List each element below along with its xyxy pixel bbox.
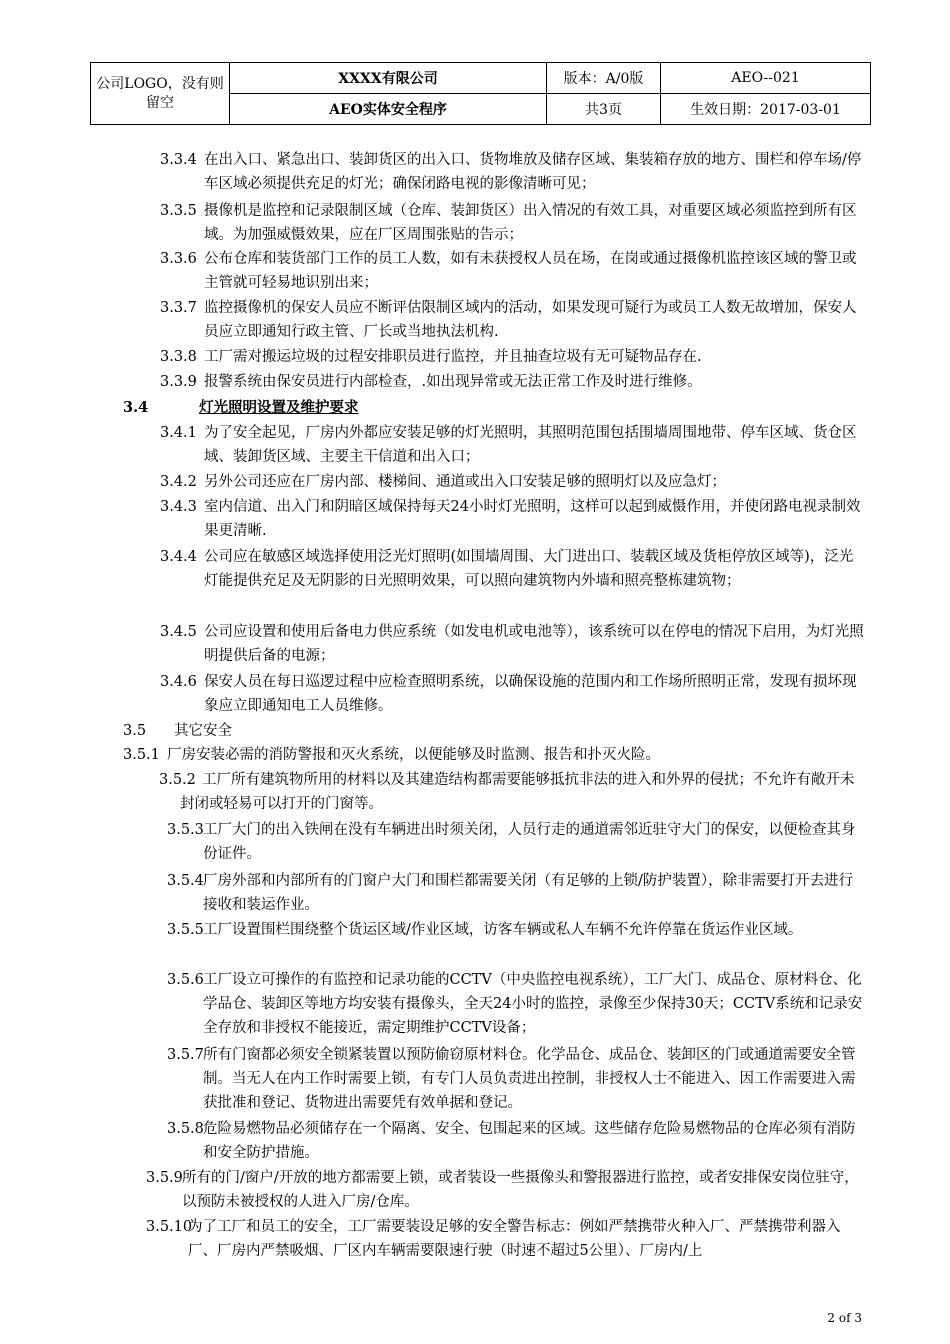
clause-3-4-2 — [0, 470, 950, 494]
clause-text: 工厂设置围栏围绕整个货运区域/作业区域，访客车辆或私人车辆不允许停靠在货运作业区域。 — [203, 922, 803, 938]
clause-3-4-5 — [0, 620, 950, 670]
clause-number: 3.5.2 — [159, 772, 196, 788]
clause-text: 为了安全起见，厂房内外都应安装足够的灯光照明，其照明范围包括围墙周围地带、停车区域、货仓区域、装卸货区域、主要主干信道和出入口； — [204, 425, 857, 465]
clause-number: 3.5.3 — [167, 822, 204, 838]
effective-date-cell: 生效日期：2017-03-01 — [661, 94, 871, 125]
section-3-4-heading — [0, 396, 950, 420]
clause-text: 公司应在敏感区域选择使用泛光灯照明(如围墙周围、大门进出口、装载区域及货柜停放区域等)，泛光灯能提供充足及无阴影的日光照明效果，可以照向建筑物内外墙和照亮整栋建筑物； — [204, 549, 854, 589]
clause-number: 3.5.6 — [167, 972, 204, 988]
clause-number: 3.3.8 — [160, 349, 197, 365]
clause-number: 3.4.2 — [160, 474, 197, 490]
clause-text: 工厂设立可操作的有监控和记录功能的CCTV（中央监控电视系统），工厂大门、成品仓、原材料仓、化学品仓、装卸区等地方均安装有摄像头，全天24小时的监控，录像至少保持30天；CCTV系统和记录安全存放和非授权不能接近，需定期维护CCTV设备； — [203, 972, 863, 1036]
clause-number: 3.3.4 — [160, 152, 197, 168]
clause-3-4-4 — [0, 545, 950, 619]
section-3-5-heading — [0, 719, 950, 743]
clause-number: 3.3.9 — [160, 374, 197, 390]
clause-3-3-9 — [0, 370, 950, 394]
clause-3-5-4 — [0, 869, 950, 919]
section-title: 其它安全 — [174, 723, 232, 739]
page-number: 2 of 3 — [827, 1311, 862, 1325]
clause-3-5-2 — [0, 768, 950, 818]
clause-text: 所有的门/窗户/开放的地方都需要上锁，或者装设一些摄像头和警报器进行监控，或者安排保安岗位驻守，以预防未被授权的人进入厂房/仓库。 — [182, 1170, 859, 1210]
clause-number: 3.5.9 — [146, 1170, 183, 1186]
document-header-table — [90, 62, 871, 125]
clause-3-5-3 — [0, 818, 950, 868]
clause-text: 另外公司还应在厂房内部、楼梯间、通道或出入口安装足够的照明灯以及应急灯； — [204, 474, 726, 490]
clause-text: 为了工厂和员工的安全，工厂需要装设足够的安全警告标志：例如严禁携带火种入厂、严禁携带利器入厂、厂房内严禁吸烟、厂区内车辆需要限速行驶（时速不超过5公里）、厂房内/上 — [188, 1219, 841, 1259]
clause-text: 室内信道、出入门和阴暗区域保持每天24小时灯光照明，这样可以起到威慑作用，并使闭路电视录制效果更清晰. — [204, 499, 861, 539]
clause-3-4-3 — [0, 495, 950, 545]
clause-3-5-7 — [0, 1043, 950, 1117]
clause-3-5-5 — [0, 918, 950, 968]
clause-3-5-10 — [0, 1215, 950, 1265]
section-number: 3.5 — [123, 723, 147, 739]
clause-text: 工厂需对搬运垃圾的过程安排职员进行监控，并且抽查垃圾有无可疑物品存在. — [204, 349, 702, 365]
section-title: 灯光照明设置及维护要求 — [199, 399, 359, 416]
clause-number: 3.5.5 — [167, 922, 204, 938]
version-cell: 版本：A/0版 — [547, 63, 661, 94]
clause-text: 厂房安装必需的消防警报和灭火系统，以便能够及时监测、报告和扑灭火险。 — [167, 747, 660, 763]
clause-number: 3.3.7 — [160, 300, 197, 316]
company-name: XXXX有限公司 — [230, 63, 547, 94]
doc-number-cell: AEO--021 — [661, 63, 871, 94]
clause-text: 工厂所有建筑物所用的材料以及其建造结构都需要能够抵抗非法的进入和外界的侵扰；不允许有敞开未封闭或轻易可以打开的门窗等。 — [180, 772, 855, 812]
document-title: AEO实体安全程序 — [230, 94, 547, 125]
clause-3-5-1 — [0, 743, 950, 767]
clause-3-3-4 — [0, 148, 950, 198]
clause-3-3-5 — [0, 199, 950, 249]
clause-text: 厂房外部和内部所有的门窗户大门和围栏都需要关闭（有足够的上锁/防护装置），除非需要打开去进行接收和装运作业。 — [203, 873, 854, 913]
clause-3-3-7 — [0, 296, 950, 346]
clause-number: 3.5.10 — [146, 1219, 193, 1235]
clause-number: 3.5.4 — [167, 873, 204, 889]
clause-text: 摄像机是监控和记录限制区域（仓库、装卸货区）出入情况的有效工具，对重要区域必须监控到所有区域。为加强威慑效果，应在厂区周围张贴的告示； — [204, 203, 857, 243]
clause-text: 在出入口、紧急出口、装卸货区的出入口、货物堆放及储存区域、集装箱存放的地方、围栏和停车场/停车区域必须提供充足的灯光；确保闭路电视的影像清晰可见； — [204, 152, 862, 192]
page-count-cell: 共3页 — [547, 94, 661, 125]
clause-3-4-1 — [0, 421, 950, 471]
clause-text: 工厂大门的出入铁闸在没有车辆进出时须关闭，人员行走的通道需邻近驻守大门的保安，以便检查其身份证件。 — [203, 822, 856, 862]
section-number: 3.4 — [123, 399, 149, 416]
clause-number: 3.4.4 — [160, 549, 197, 565]
clause-number: 3.3.6 — [160, 251, 197, 267]
clause-number: 3.5.1 — [123, 747, 160, 763]
clause-number: 3.4.1 — [160, 425, 197, 441]
clause-number: 3.3.5 — [160, 203, 197, 219]
clause-text: 公司应设置和使用后备电力供应系统（如发电机或电池等），该系统可以在停电的情况下启用，为灯光照明提供后备的电源； — [204, 624, 864, 664]
clause-text: 公布仓库和装货部门工作的员工人数，如有未获授权人员在场，在岗或通过摄像机监控该区域的警卫或主管就可轻易地识别出来； — [204, 251, 857, 291]
clause-3-5-9 — [0, 1166, 950, 1216]
clause-text: 危险易燃物品必须储存在一个隔离、安全、包围起来的区域。这些储存危险易燃物品的仓库必须有消防和安全防护措施。 — [203, 1121, 856, 1161]
clause-number: 3.5.7 — [167, 1047, 204, 1063]
clause-text: 监控摄像机的保安人员应不断评估限制区域内的活动，如果发现可疑行为或员工人数无故增加，保安人员应立即通知行政主管、厂长或当地执法机构. — [204, 300, 857, 340]
clause-3-3-8 — [0, 345, 950, 369]
clause-text: 所有门窗都必须安全锁紧装置以预防偷窃原材料仓。化学品仓、成品仓、装卸区的门或通道需要安全管制。当无人在内工作时需要上锁，有专门人员负责进出控制，非授权人士不能进入、因工作需要进入需获批准和登记、货物进出需要凭有效单据和登记。 — [203, 1047, 856, 1111]
logo-placeholder: 公司LOGO，没有则留空 — [91, 63, 230, 125]
clause-number: 3.4.5 — [160, 624, 197, 640]
clause-3-3-6 — [0, 247, 950, 297]
clause-3-5-6 — [0, 968, 950, 1042]
clause-number: 3.4.3 — [160, 499, 197, 515]
clause-number: 3.5.8 — [167, 1121, 204, 1137]
clause-3-4-6 — [0, 670, 950, 720]
clause-text: 保安人员在每日巡逻过程中应检查照明系统，以确保设施的范围内和工作场所照明正常，发现有损坏现象应立即通知电工人员维修。 — [204, 674, 857, 714]
clause-text: 报警系统由保安员进行内部检查，.如出现异常或无法正常工作及时进行维修。 — [204, 374, 702, 390]
clause-number: 3.4.6 — [160, 674, 197, 690]
clause-3-5-8 — [0, 1117, 950, 1167]
